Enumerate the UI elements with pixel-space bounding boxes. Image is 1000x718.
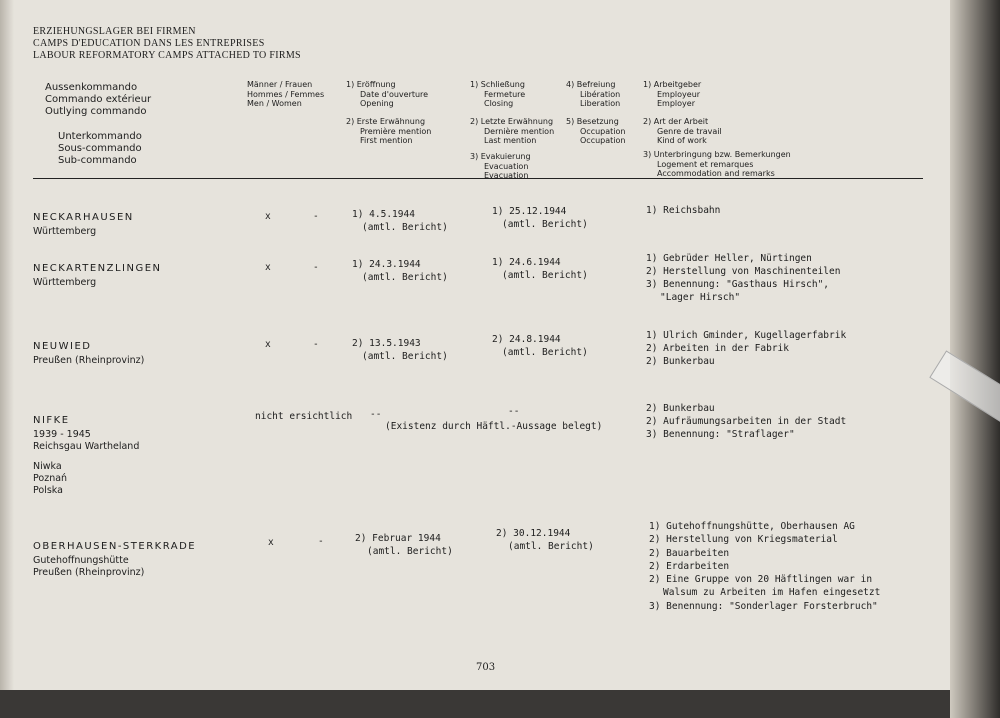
camp-place (33, 555, 144, 579)
legend-first-mention (346, 117, 431, 146)
legend-line: First mention (360, 136, 413, 145)
legend-occupation (566, 117, 625, 146)
remark-line: "Lager Hirsch" (660, 292, 741, 303)
remark-line: 2) Bauarbeiten (649, 547, 730, 559)
span-note: (Existenz durch Häftl.-Aussage belegt) (385, 421, 603, 432)
table-surface (0, 690, 950, 718)
opening-line: 2) 13.5.1943 (352, 338, 421, 349)
legend-line: Occupation (580, 126, 626, 136)
legend-line: Dernière mention (484, 126, 555, 136)
women-mark: - (313, 211, 319, 222)
legend-line: Evacuation (484, 171, 529, 180)
camp-name: NECKARHAUSEN (33, 212, 134, 223)
remark-line: 2) Herstellung von Kriegsmaterial (649, 534, 838, 546)
place-line: Polska (33, 485, 63, 496)
remarks (646, 204, 720, 217)
remark-line: 1) Reichsbahn (646, 205, 721, 216)
place-line: Gutehoffnungshütte (33, 555, 129, 566)
remark-line: 1) Gebrüder Heller, Nürtingen (646, 253, 812, 264)
legend-line: 2) Letzte Erwähnung (470, 117, 554, 126)
camp-place (33, 277, 96, 289)
opening-line: -- (370, 409, 382, 420)
place-line: Niwka (33, 461, 62, 472)
page-number: 703 (476, 662, 496, 673)
legend-line: Kind of work (657, 136, 707, 145)
remark-line: 3) Benennung: "Straflager" (646, 429, 795, 440)
remark-line: 2) Aufräumungsarbeiten in der Stadt (646, 416, 847, 427)
opening-line: 1) 4.5.1944 (352, 209, 415, 220)
remark-line: 2) Bunkerbau (646, 356, 715, 367)
legend-line: 2) Erste Erwähnung (346, 117, 426, 126)
remarks (646, 402, 846, 441)
opening-line: (amtl. Bericht) (362, 351, 448, 362)
legend-line: Libération (580, 89, 621, 99)
place-line: Poznań (33, 473, 68, 484)
opening-date (352, 208, 448, 234)
camp-place (33, 355, 144, 367)
place-line: Reichsgau Wartheland (33, 441, 140, 452)
place-line (33, 453, 139, 461)
opening-date (370, 408, 381, 421)
men-mark: x (268, 537, 274, 548)
men-mark: x (265, 211, 271, 222)
place-line: Württemberg (33, 277, 97, 288)
women-mark: - (313, 339, 319, 350)
legend-line: 5) Besetzung (566, 117, 619, 126)
opening-date (352, 258, 448, 284)
opening-line: (amtl. Bericht) (367, 546, 453, 557)
remark-line: 2) Erdarbeiten (649, 560, 730, 572)
men-mark: x (265, 262, 271, 273)
legend-line: Last mention (484, 136, 537, 145)
opening-line: 2) Februar 1944 (355, 533, 441, 544)
closing-date (496, 527, 594, 553)
legend-unterkommando (58, 131, 142, 167)
closing-line: (amtl. Bericht) (502, 219, 588, 230)
legend-liberation (566, 80, 620, 109)
legend-line: Outlying commando (45, 106, 147, 117)
legend-line: Logement et remarques (657, 159, 754, 169)
legend-line: Hommes / Femmes (247, 89, 325, 99)
remark-line: Walsum zu Arbeiten im Hafen eingesetzt (663, 587, 881, 599)
legend-line: Unterkommando (58, 131, 142, 142)
legend-line: 3) Evakuierung (470, 152, 531, 161)
women-mark: - (313, 262, 319, 273)
legend-line: Accommodation and remarks (657, 169, 775, 178)
opening-line: (amtl. Bericht) (362, 272, 448, 283)
legend-line: 1) Eröffnung (346, 80, 396, 89)
remark-line: 2) Arbeiten in der Fabrik (646, 343, 789, 354)
legend-closing (470, 80, 525, 109)
closing-date (492, 333, 588, 359)
camp-name: NEUWIED (33, 341, 92, 352)
opening-date (352, 337, 448, 363)
closing-line: 2) 30.12.1944 (496, 528, 571, 539)
legend-line: Sub-commando (58, 155, 137, 166)
legend-line: Employer (657, 99, 695, 108)
legend-gender (247, 80, 324, 109)
men-mark: nicht ersichtlich (255, 411, 353, 422)
header-divider (33, 178, 923, 179)
remark-line: 3) Benennung: "Gasthaus Hirsch", (646, 279, 830, 290)
remark-line: 1) Gutehoffnungshütte, Oberhausen AG (649, 521, 855, 532)
remarks (649, 520, 880, 613)
legend-line: Fermeture (484, 89, 526, 99)
legend-line: Employeur (657, 89, 701, 99)
legend-line: Occupation (580, 136, 626, 145)
legend-line: Men / Women (247, 99, 302, 108)
closing-line: (amtl. Bericht) (502, 270, 588, 281)
remark-line: 2) Herstellung von Maschinenteilen (646, 266, 841, 277)
legend-line: 1) Arbeitgeber (643, 80, 702, 89)
place-line: 1939 - 1945 (33, 429, 91, 440)
header-title-de: ERZIEHUNGSLAGER BEI FIRMEN (33, 26, 196, 37)
women-mark: - (318, 536, 324, 547)
closing-date (508, 405, 519, 418)
remark-line: 1) Ulrich Gminder, Kugellagerfabrik (646, 330, 847, 341)
legend-line: Sous-commando (58, 143, 142, 154)
page-gutter (0, 0, 14, 690)
place-line: Preußen (Rheinprovinz) (33, 567, 145, 578)
legend-line: Commando extérieur (45, 94, 152, 105)
closing-line: 1) 25.12.1944 (492, 206, 567, 217)
legend-line: Evacuation (484, 161, 529, 171)
legend-line: Opening (360, 99, 394, 108)
legend-line: 1) Schließung (470, 80, 525, 89)
closing-line: -- (508, 406, 520, 417)
legend-line: Première mention (360, 126, 432, 136)
legend-line: Date d'ouverture (360, 89, 429, 99)
legend-line: Aussenkommando (45, 82, 138, 93)
legend-line: Closing (484, 99, 514, 108)
header-title (33, 26, 301, 62)
legend-line: Genre de travail (657, 126, 722, 136)
legend-opening (346, 80, 428, 109)
closing-line: 2) 24.8.1944 (492, 334, 561, 345)
closing-line: (amtl. Bericht) (508, 541, 594, 552)
camp-place (33, 226, 96, 238)
place-line: Preußen (Rheinprovinz) (33, 355, 145, 366)
closing-line: 1) 24.6.1944 (492, 257, 561, 268)
remarks (646, 329, 846, 368)
remark-line: 3) Benennung: "Sonderlager Forsterbruch" (649, 600, 878, 612)
camp-name: NECKARTENZLINGEN (33, 263, 162, 274)
remark-line: 2) Bunkerbau (646, 403, 715, 414)
place-line: Württemberg (33, 226, 97, 237)
closing-date (492, 256, 588, 282)
camp-name: NIFKE (33, 415, 70, 426)
legend-line: 3) Unterbringung bzw. Bemerkungen (643, 150, 791, 159)
legend-line: Liberation (580, 99, 621, 108)
camp-place (33, 429, 139, 497)
closing-date (492, 205, 588, 231)
remarks (646, 252, 840, 304)
legend-employer (643, 80, 701, 109)
legend-kind-of-work (643, 117, 722, 146)
opening-line: (amtl. Bericht) (362, 222, 448, 233)
header-title-en: LABOUR REFORMATORY CAMPS ATTACHED TO FIRMS (33, 50, 301, 61)
opening-date (355, 532, 453, 558)
opening-line: 1) 24.3.1944 (352, 259, 421, 270)
remark-line: 2) Eine Gruppe von 20 Häftlingen war in (649, 574, 873, 586)
camp-name: OBERHAUSEN-STERKRADE (33, 541, 197, 552)
legend-last-mention (470, 117, 554, 146)
men-mark: x (265, 339, 271, 350)
legend-evacuation (470, 152, 531, 181)
legend-line: 2) Art der Arbeit (643, 117, 709, 126)
legend-remarks (643, 150, 791, 179)
legend-aussenkommando (45, 82, 151, 118)
legend-line: Männer / Frauen (247, 80, 313, 89)
closing-line: (amtl. Bericht) (502, 347, 588, 358)
header-title-fr: CAMPS D'EDUCATION DANS LES ENTREPRISES (33, 38, 265, 49)
legend-line: 4) Befreiung (566, 80, 616, 89)
